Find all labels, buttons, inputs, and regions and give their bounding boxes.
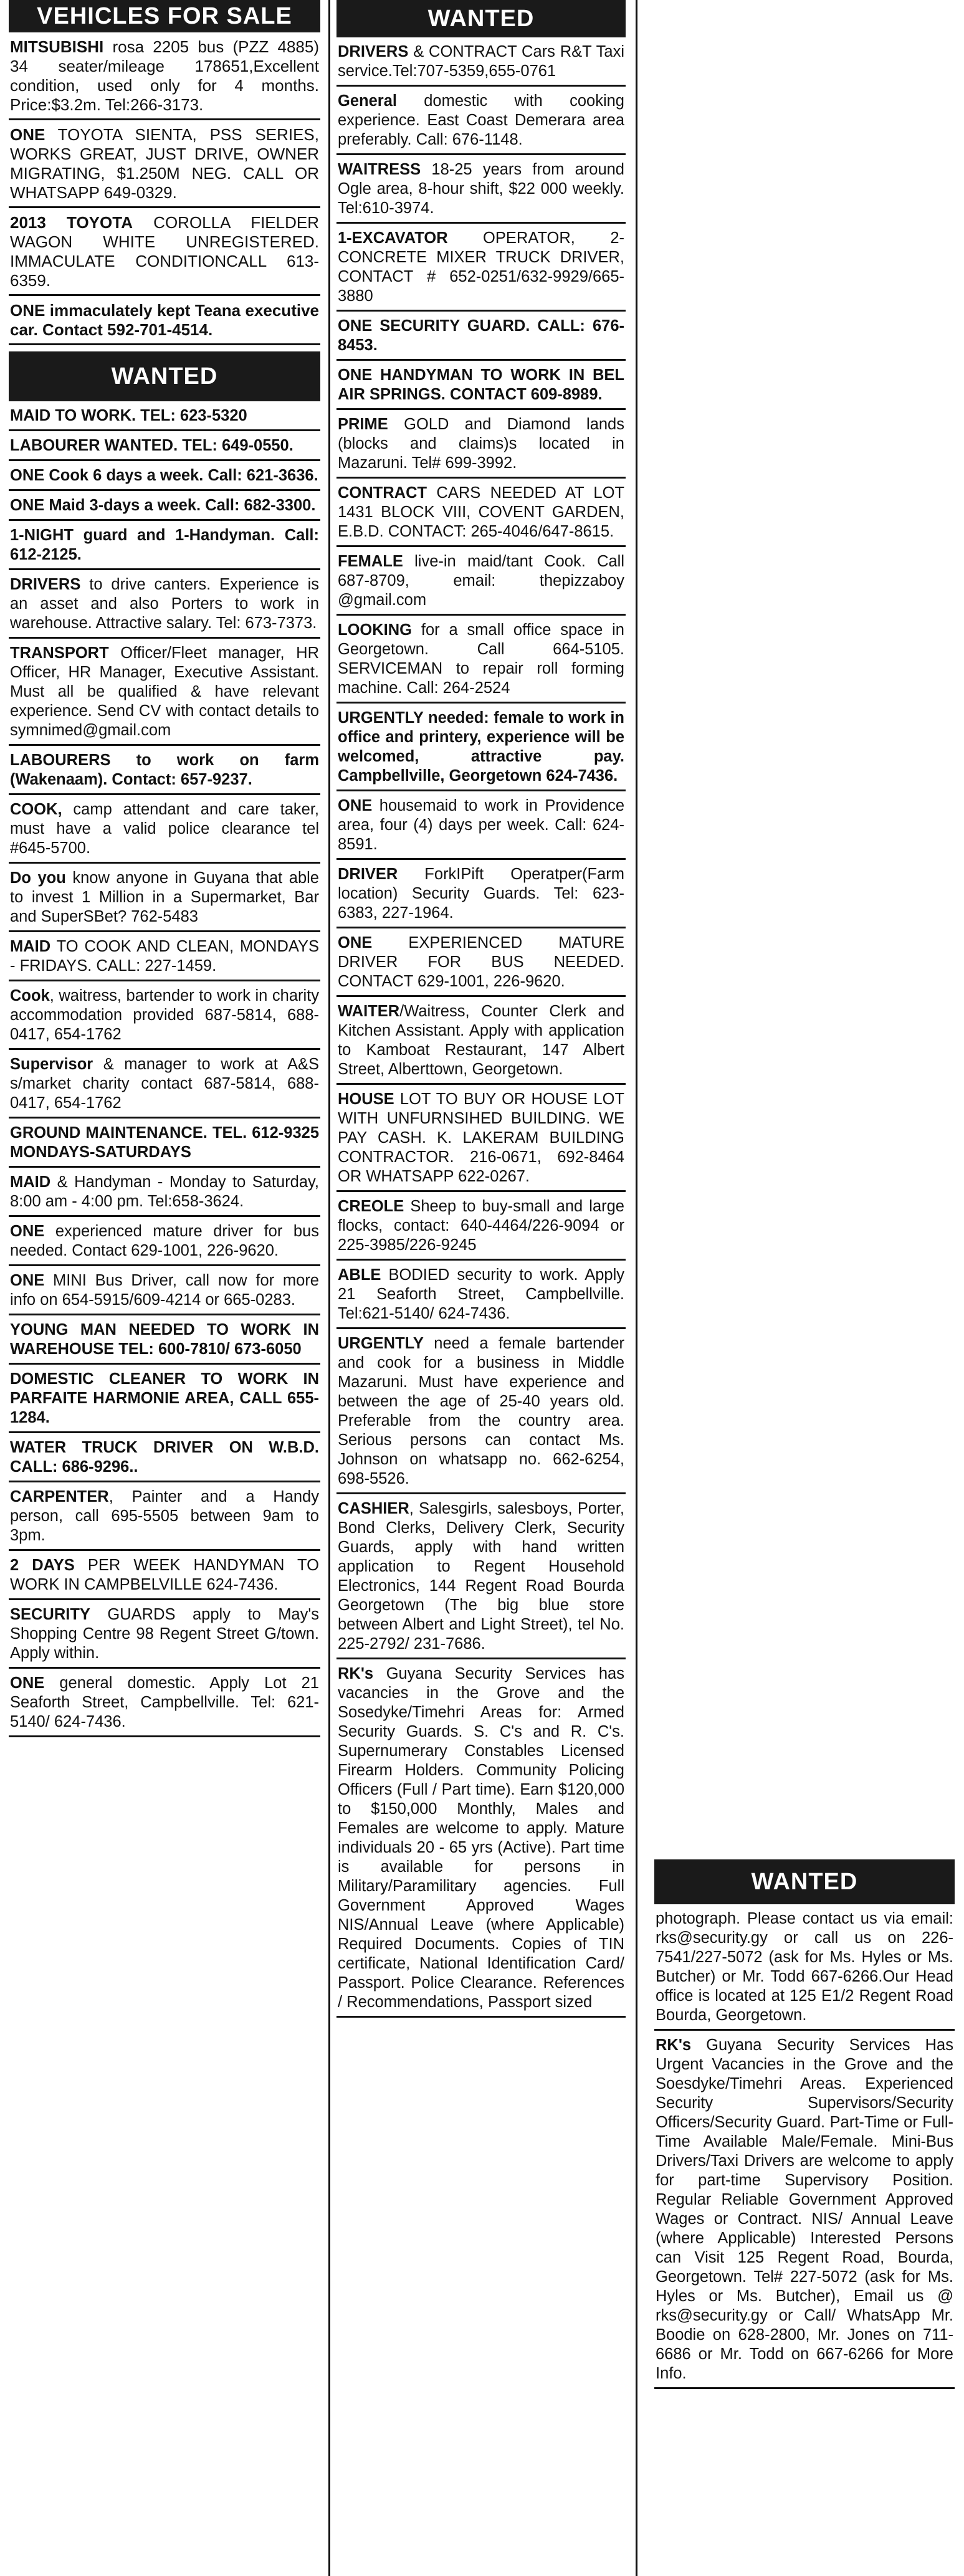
ad-lead-text: ONE HANDYMAN TO WORK IN BEL AIR SPRINGS. CONTACT 609-8989.	[338, 366, 624, 403]
ad-body-text: immaculately kept Teana executive car. Contact 592-701-4514.	[10, 301, 319, 339]
classified-ad	[336, 616, 626, 704]
classified-ad	[336, 997, 626, 1085]
classified-ad	[9, 431, 320, 461]
classified-ad	[9, 401, 320, 431]
ad-body-text: /Waitress, Counter Clerk and Kitchen Assistant. Apply with application to Kamboat Restaurant, 147 Albert Street, Alberttown, Georgetown.	[338, 1003, 624, 1078]
classified-ad	[336, 704, 626, 791]
ad-body-text: , Painter and a Handy person, call 695-5505 between 9am to 3pm.	[10, 1488, 319, 1544]
ad-body-text: PER WEEK HANDYMAN TO WORK IN CAMPBELVILLE 624-7436.	[10, 1557, 319, 1593]
classified-ad	[9, 1433, 320, 1482]
column-3	[654, 1859, 955, 2389]
ad-body-text: for a small office space in Georgetown. Call 664-5105. SERVICEMAN to repair roll forming machine. Call: 264-2524	[338, 621, 624, 697]
ad-lead-text: 2 DAYS	[10, 1557, 75, 1574]
ad-body-text: need a female bartender and cook for a business in Middle Mazaruni. Must have experience and between the age of 25-40 years old. Preferable from the country area. Serious persons can contact Ms. Johnson on whatsapp no. 662-6254, 698-5526.	[338, 1335, 624, 1487]
ad-body-text: Guyana Security Services has vacancies in the Grove and the Sosedyke/Timehri Areas for: Armed Security Guards. S. C's and R. C's. Supernumerary Constables Licensed Firearm Holders. Community Policing Officers (Full / Part time). Earn $120,000 to $150,000 Monthly, Males and Females are welcome to apply. Mature individuals 20 - 65 yrs (Active). Part time is available for persons in Military/Paramilitary agencies. Full Government Approved Wages NIS/Annual Leave (where Applicable) Required Documents. Copies of TIN certificate, National Identification Card/ Passport. Police Clearance. References / Recommendations, Passport sized	[338, 1665, 624, 2011]
classified-ad	[336, 1085, 626, 1192]
classified-ad	[9, 1119, 320, 1168]
classified-ad	[336, 410, 626, 479]
ad-body-text: Sheep to buy-small and large flocks, contact: 640-4464/226-9094 or 225-3985/226-9245	[338, 1198, 624, 1254]
ad-lead-text: WAITRESS	[338, 161, 421, 178]
classified-ad	[9, 32, 320, 120]
classified-ad	[336, 479, 626, 547]
ad-body-text: TOYOTA SIENTA, PSS SERIES, WORKS GREAT, JUST DRIVE, OWNER MIGRATING, $1.250M NEG. CALL OR WHATSAPP 649-0329.	[10, 125, 319, 202]
classified-ad	[9, 1266, 320, 1315]
classified-ad	[9, 981, 320, 1050]
classified-ad	[9, 208, 320, 296]
ad-body-text: EXPERIENCED MATURE DRIVER FOR BUS NEEDED. CONTACT 629-1001, 226-9620.	[338, 934, 624, 990]
classified-ad	[336, 224, 626, 312]
classified-ad	[9, 120, 320, 208]
classified-ad	[9, 1669, 320, 1737]
classified-ad	[9, 932, 320, 981]
ad-lead-text: PRIME	[338, 416, 388, 433]
classified-ad	[336, 87, 626, 155]
ad-body-text: rosa 2205 bus (PZZ 4885) 34 seater/mileage 178651,Excellent condition, used only for 4 months. Price:$3.2m. Tel:266-3173.	[10, 37, 319, 114]
classified-ad	[336, 361, 626, 410]
vehicles-for-sale-header: VEHICLES FOR SALE	[9, 0, 320, 32]
wanted-header: WANTED	[654, 1859, 955, 1904]
classified-ad	[9, 1050, 320, 1119]
ad-lead-text: LABOURERS to work on farm (Wakenaam). Contact: 657-9237.	[10, 751, 319, 788]
classified-ad	[336, 928, 626, 997]
ad-lead-text: ONE Cook 6 days a week. Call: 621-3636.	[10, 467, 318, 484]
wanted-header: WANTED	[9, 351, 320, 401]
ad-body-text: to drive canters. Experience is an asset and also Porters to work in warehouse. Attractive salary. Tel: 673-7373.	[10, 576, 319, 632]
ad-body-text: 18-25 years from around Ogle area, 8-hour shift, $22 000 weekly. Tel:610-3974.	[338, 161, 624, 217]
classified-ad	[9, 639, 320, 746]
ad-lead-text: MAID	[10, 938, 51, 955]
ad-body-text: COROLLA FIELDER WAGON WHITE UNREGISTERED. IMMACULATE CONDITIONCALL 613-6359.	[10, 213, 319, 290]
classified-ad	[9, 1482, 320, 1551]
classified-ad	[336, 1659, 626, 2018]
classified-ad	[336, 1494, 626, 1659]
ad-lead-text: ONE	[10, 125, 45, 144]
ad-body-text: Guyana Security Services Has Urgent Vacancies in the Grove and the Soesdyke/Timehri Areas. Experienced Security Supervisors/Security Officers/Security Guard. Part-Time or Full-Time Available Male/Female. Mini-Bus Drivers/Taxi Drivers are welcome to apply for part-time Supervisory Position. Regular Reliable Government Approved Wages or Contract. NIS/ Annual Leave (where Applicable) Interested Persons can Visit 125 Regent Road, Bourda, Georgetown. Tel# 227-5072 (ask for Ms. Hyles or Ms. Butcher), Email us @ rks@security.gy or Call/ WhatsApp Mr. Boodie on 628-2800, Mr. Jones on 711-6686 or Mr. Todd on 667-6266 for More Info.	[656, 2036, 953, 2382]
ad-lead-text: LOOKING	[338, 621, 412, 639]
classified-ad	[336, 1192, 626, 1261]
ad-body-text: ForkIPift Operatper(Farm location) Security Guards. Tel: 623-6383, 227-1964.	[338, 866, 624, 922]
column-1	[9, 0, 320, 1737]
ad-lead-text: General	[338, 92, 397, 110]
classified-ad	[654, 1904, 955, 2031]
classified-ad	[336, 1261, 626, 1329]
ad-body-text: , waitress, bartender to work in charity accommodation provided 687-5814, 688-0417, 654-1762	[10, 987, 319, 1043]
classified-ad	[9, 795, 320, 864]
classified-ad	[9, 461, 320, 491]
classified-ad	[336, 155, 626, 224]
classified-ad	[336, 312, 626, 361]
ad-lead-text: RK's	[338, 1665, 374, 1682]
ad-lead-text: TRANSPORT	[10, 644, 109, 662]
classified-ad	[336, 860, 626, 928]
ad-lead-text: FEMALE	[338, 553, 403, 570]
classified-ad	[336, 1329, 626, 1494]
ad-lead-text: ONE	[338, 797, 373, 814]
ad-lead-text: LABOURER WANTED. TEL: 649-0550.	[10, 437, 293, 454]
ad-body-text: & Handyman - Monday to Saturday, 8:00 am - 4:00 pm. Tel:658-3624.	[10, 1173, 319, 1210]
ad-lead-text: YOUNG MAN NEEDED TO WORK IN WAREHOUSE TEL: 600-7810/ 673-6050	[10, 1321, 319, 1358]
ad-lead-text: SECURITY	[10, 1606, 90, 1623]
wanted-ad-list	[336, 37, 626, 2018]
ad-lead-text: CONTRACT	[338, 484, 427, 502]
ad-body-text: Officer/Fleet manager, HR Officer, HR Manager, Executive Assistant. Must all be qualified & have relevant experience. Send CV with contact details to symnimed@gmail.com	[10, 644, 319, 739]
ad-lead-text: ONE SECURITY GUARD. CALL: 676-8453.	[338, 317, 624, 354]
classified-ad	[9, 296, 320, 345]
ad-body-text: CARS NEEDED AT LOT 1431 BLOCK VIII, COVENT GARDEN, E.B.D. CONTACT: 265-4046/647-8615.	[338, 484, 624, 540]
ad-lead-text: DRIVERS	[338, 43, 409, 60]
classified-ad	[9, 1168, 320, 1217]
ad-lead-text: CARPENTER	[10, 1488, 109, 1505]
classified-ad	[9, 746, 320, 795]
classified-ad	[336, 547, 626, 616]
ad-lead-text: ONE	[10, 1223, 45, 1240]
wanted-header: WANTED	[336, 0, 626, 37]
ad-body-text: BODIED security to work. Apply 21 Seaforth Street, Campbellville. Tel:621-5140/ 624-7436.	[338, 1266, 624, 1322]
ad-lead-text: GROUND MAINTENANCE. TEL. 612-9325 MONDAYS-SATURDAYS	[10, 1124, 319, 1161]
ad-lead-text: WATER TRUCK DRIVER ON W.B.D. CALL: 686-9296..	[10, 1439, 319, 1476]
classified-ad	[9, 491, 320, 521]
ad-body-text: LOT TO BUY OR HOUSE LOT WITH UNFURNSIHED BUILDING. WE PAY CASH. K. LAKERAM BUILDING CONTRACTOR. 216-0671, 692-8464 OR WHATSAPP 622-0267.	[338, 1090, 624, 1185]
classified-ad	[9, 521, 320, 570]
ad-body-text: GOLD and Diamond lands (blocks and claims)s located in Mazaruni. Tel# 699-3992.	[338, 416, 624, 472]
ad-body-text: photograph. Please contact us via email: rks@security.gy or call us on 226-7541/227-5072 (ask for Ms. Hyles or Ms. Butcher) or Mr. Todd 667-6266.Our Head office is located at 125 E1/2 Regent Road Bourda, Georgetown.	[656, 1910, 953, 2024]
ad-lead-text: 1-EXCAVATOR	[338, 229, 448, 247]
classified-ad	[9, 864, 320, 932]
column-divider	[636, 0, 637, 2576]
classified-ad	[9, 1551, 320, 1600]
ad-body-text: know anyone in Guyana that able to invest 1 Million in a Supermarket, Bar and SuperSBet? 762-5483	[10, 869, 319, 925]
classified-ad	[336, 791, 626, 860]
ad-body-text: TO COOK AND CLEAN, MONDAYS - FRIDAYS. CALL: 227-1459.	[10, 938, 319, 975]
ad-body-text: housemaid to work in Providence area, four (4) days per week. Call: 624-8591.	[338, 797, 624, 853]
column-divider	[328, 0, 330, 2576]
column-2	[336, 0, 626, 2018]
ad-lead-text: ONE	[338, 934, 373, 952]
classified-ad	[9, 1315, 320, 1365]
ad-lead-text: DOMESTIC CLEANER TO WORK IN PARFAITE HARMONIE AREA, CALL 655-1284.	[10, 1370, 319, 1426]
ad-lead-text: Cook	[10, 987, 50, 1004]
ad-body-text: & manager to work at A&S s/market charity contact 687-5814, 688-0417, 654-1762	[10, 1056, 319, 1112]
ad-lead-text: DRIVER	[338, 866, 398, 883]
ad-body-text: & CONTRACT Cars R&T Taxi service.Tel:707-5359,655-0761	[338, 43, 624, 80]
ad-body-text: camp attendant and care taker, must have a valid police clearance tel #645-5700.	[10, 801, 319, 857]
ad-lead-text: CREOLE	[338, 1198, 404, 1215]
ad-body-text: domestic with cooking experience. East Coast Demerara area preferably. Call: 676-1148.	[338, 92, 624, 148]
ad-lead-text: ONE	[10, 1674, 45, 1692]
ad-lead-text: Do you	[10, 869, 66, 887]
classified-ad	[654, 2031, 955, 2389]
ad-lead-text: ONE	[10, 1272, 45, 1289]
ad-lead-text: HOUSE	[338, 1090, 394, 1108]
ad-lead-text: ONE	[10, 301, 45, 320]
ad-lead-text: Supervisor	[10, 1056, 93, 1073]
classified-ad	[9, 570, 320, 639]
ad-lead-text: CASHIER	[338, 1500, 409, 1517]
ad-body-text: , Salesgirls, salesboys, Porter, Bond Clerks, Delivery Clerk, Security Guards, apply with hand written application to Regent Household Electronics, 144 Regent Road Bourda Georgetown (The big blue store between Albert and Light Street), tel No. 225-2792/ 231-7686.	[338, 1500, 624, 1653]
ad-body-text: GUARDS apply to May's Shopping Centre 98 Regent Street G/town. Apply within.	[10, 1606, 319, 1662]
ad-lead-text: URGENTLY	[338, 1335, 424, 1352]
ad-body-text: experienced mature driver for bus needed. Contact 629-1001, 226-9620.	[10, 1223, 319, 1259]
ad-lead-text: URGENTLY needed: female to work in office and printery, experience will be welcomed, attractive pay. Campbellville, Georgetown 624-7436.	[338, 709, 624, 785]
ad-body-text: OPERATOR, 2- CONCRETE MIXER TRUCK DRIVER, CONTACT # 652-0251/632-9929/665-3880	[338, 229, 624, 305]
ad-lead-text: 2013 TOYOTA	[10, 213, 133, 232]
ad-lead-text: MAID TO WORK. TEL: 623-5320	[10, 407, 247, 424]
ad-lead-text: 1-NIGHT guard and 1-Handyman. Call: 612-2125.	[10, 527, 319, 563]
ad-lead-text: MITSUBISHI	[10, 37, 104, 56]
ad-lead-text: MAID	[10, 1173, 51, 1191]
ad-lead-text: COOK,	[10, 801, 62, 818]
wanted-ad-list	[9, 401, 320, 1737]
ad-lead-text: ABLE	[338, 1266, 381, 1284]
wanted-ad-list	[654, 1904, 955, 2389]
ad-lead-text: ONE Maid 3-days a week. Call: 682-3300.	[10, 497, 316, 514]
vehicles-ad-list	[9, 32, 320, 345]
ad-body-text: MINI Bus Driver, call now for more info on 654-5915/609-4214 or 665-0283.	[10, 1272, 319, 1309]
ad-body-text: live-in maid/tant Cook. Call 687-8709, email: thepizzaboy @gmail.com	[338, 553, 624, 609]
classified-ad	[9, 1217, 320, 1266]
ad-lead-text: WAITER	[338, 1003, 400, 1020]
classified-ad	[336, 37, 626, 87]
classified-ad	[9, 1365, 320, 1433]
classified-ad	[9, 1600, 320, 1669]
ad-lead-text: DRIVERS	[10, 576, 81, 593]
ad-body-text: general domestic. Apply Lot 21 Seaforth Street, Campbellville. Tel: 621-5140/ 624-7436.	[10, 1674, 319, 1730]
ad-lead-text: RK's	[656, 2036, 692, 2054]
